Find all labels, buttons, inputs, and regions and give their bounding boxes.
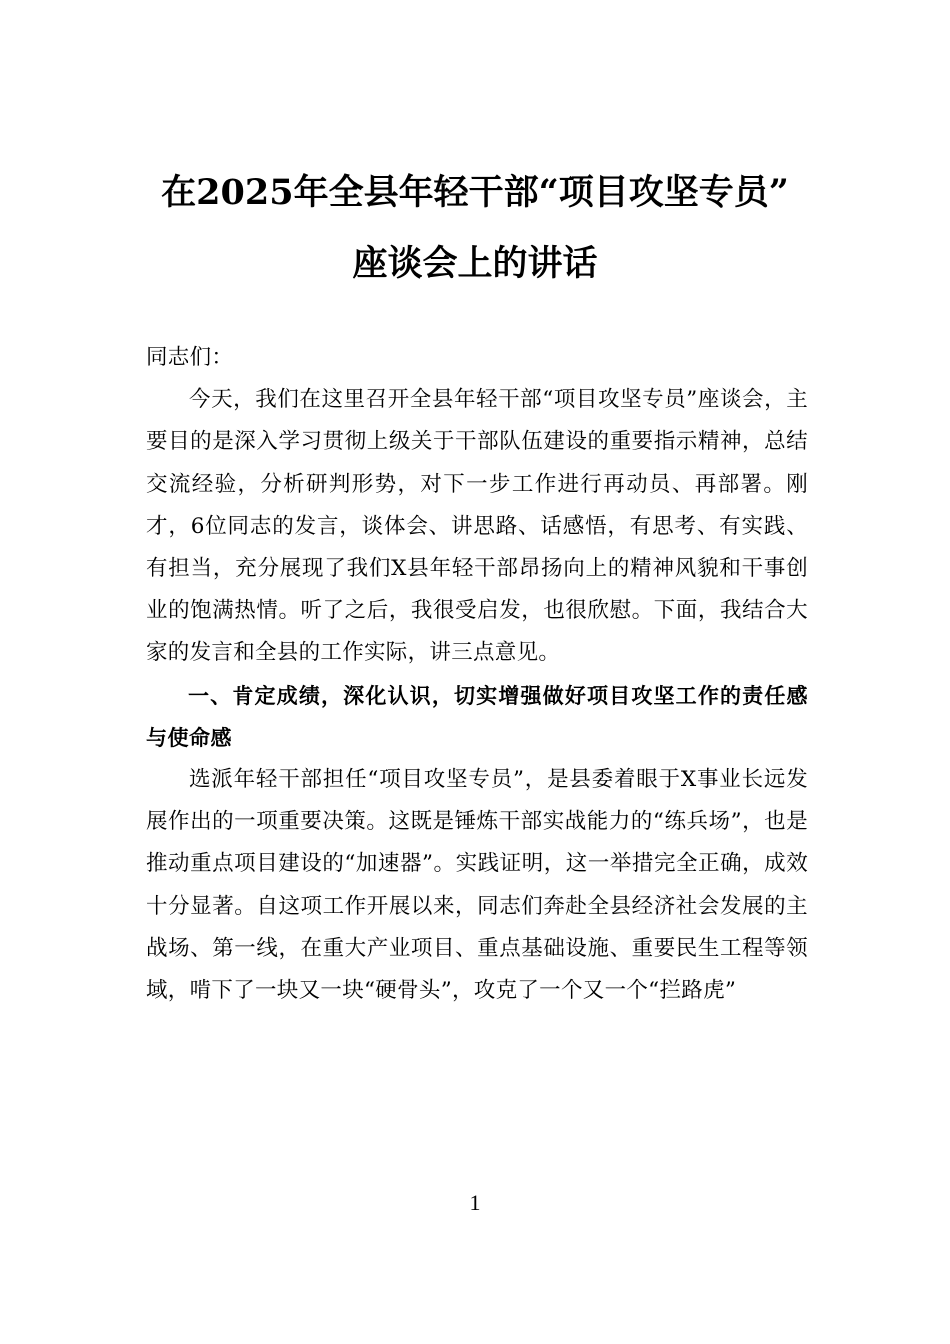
- document-body: [146, 337, 808, 1012]
- document-title-line-1: 在2025年全县年轻干部“项目攻坚专员”: [161, 172, 789, 213]
- document-title-line-2: 座谈会上的讲话: [352, 243, 598, 284]
- section-heading-1: 一、肯定成绩，深化认识，切实增强做好项目攻坚工作的责任感与使命感: [146, 683, 808, 750]
- page-number: 1: [469, 1190, 481, 1215]
- salutation: 同志们：: [146, 345, 234, 370]
- paragraph-opening: 今天，我们在这里召开全县年轻干部“项目攻坚专员”座谈会，主要目的是深入学习贯彻上级关于干部队伍建设的重要指示精神，总结交流经验，分析研判形势，对下一步工作进行再动员、再部署。刚才，6位同志的发言，谈体会、讲思路、话感悟，有思考、有实践、有担当，充分展现了我们X县年轻干部昂扬向上的精神风貌和干事创业的饱满热情。听了之后，我很受启发，也很欣慰。下面，我结合大家的发言和全县的工作实际，讲三点意见。: [146, 387, 808, 666]
- paragraph-section-1: 选派年轻干部担任“项目攻坚专员”，是县委着眼于X事业长远发展作出的一项重要决策。这既是锤炼干部实战能力的“练兵场”，也是推动重点项目建设的“加速器”。实践证明，这一举措完全正确，成效十分显著。自这项工作开展以来，同志们奔赴全县经济社会发展的主战场、第一线，在重大产业项目、重点基础设施、重要民生工程等领域，啃下了一块又一块“硬骨头”，攻克了一个又一个“拦路虎”: [146, 767, 808, 1004]
